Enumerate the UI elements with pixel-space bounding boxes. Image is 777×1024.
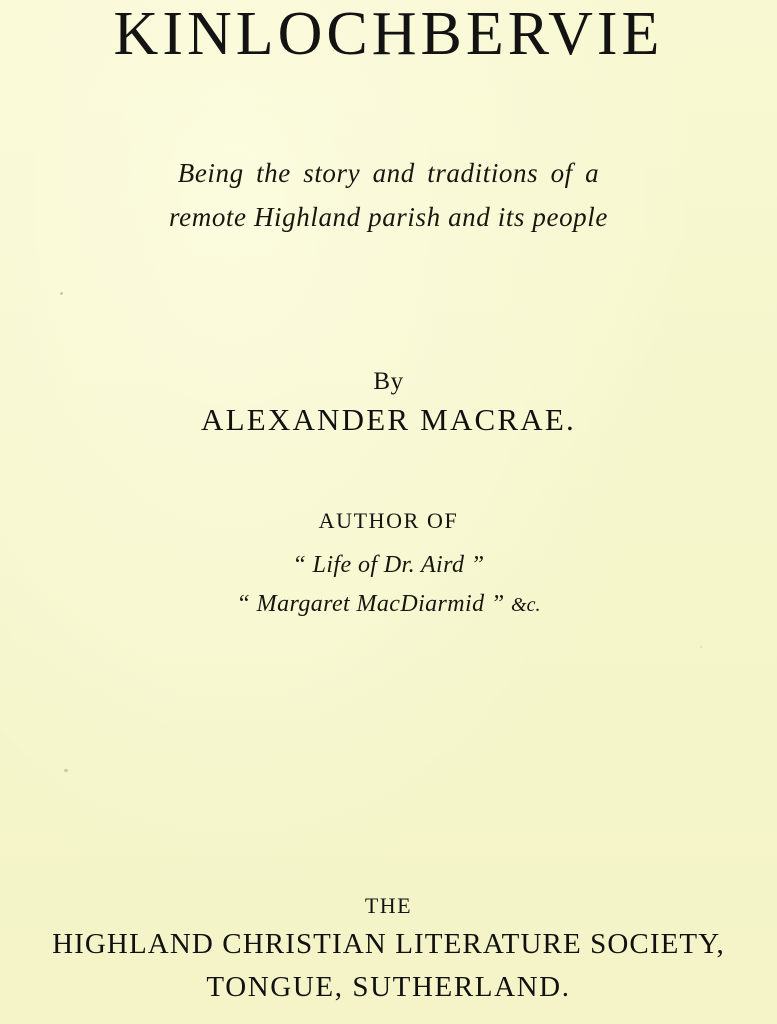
subtitle-line-2: remote Highland parish and its people: [169, 201, 608, 232]
credits-block: [0, 508, 777, 624]
publisher-block: [0, 893, 777, 1016]
publisher-place: TONGUE, SUTHERLAND.: [206, 971, 571, 1003]
subtitle-line-1: Being the story and traditions of a: [177, 158, 600, 188]
paper-speck: [64, 769, 68, 772]
paper-speck: [700, 646, 702, 648]
by-label: By: [373, 368, 404, 395]
work-title-2-row: [0, 585, 777, 624]
work-title-1: “ Life of Dr. Aird ”: [292, 552, 485, 578]
publisher-name: HIGHLAND CHRISTIAN LITERATURE SOCIETY,: [52, 928, 725, 960]
page-title: KINLOCHBERVIE: [113, 0, 664, 68]
title-block: [0, 2, 777, 67]
author-block: [0, 368, 777, 438]
paper-speck: [60, 292, 63, 295]
publisher-the: THE: [364, 893, 413, 918]
etcetera-label: &c.: [511, 593, 541, 616]
work-title-2: “ Margaret MacDiarmid ”: [236, 590, 505, 617]
author-of-label: AUTHOR OF: [318, 508, 459, 533]
subtitle-block: [0, 152, 777, 239]
author-name: ALEXANDER MACRAE.: [201, 402, 576, 437]
